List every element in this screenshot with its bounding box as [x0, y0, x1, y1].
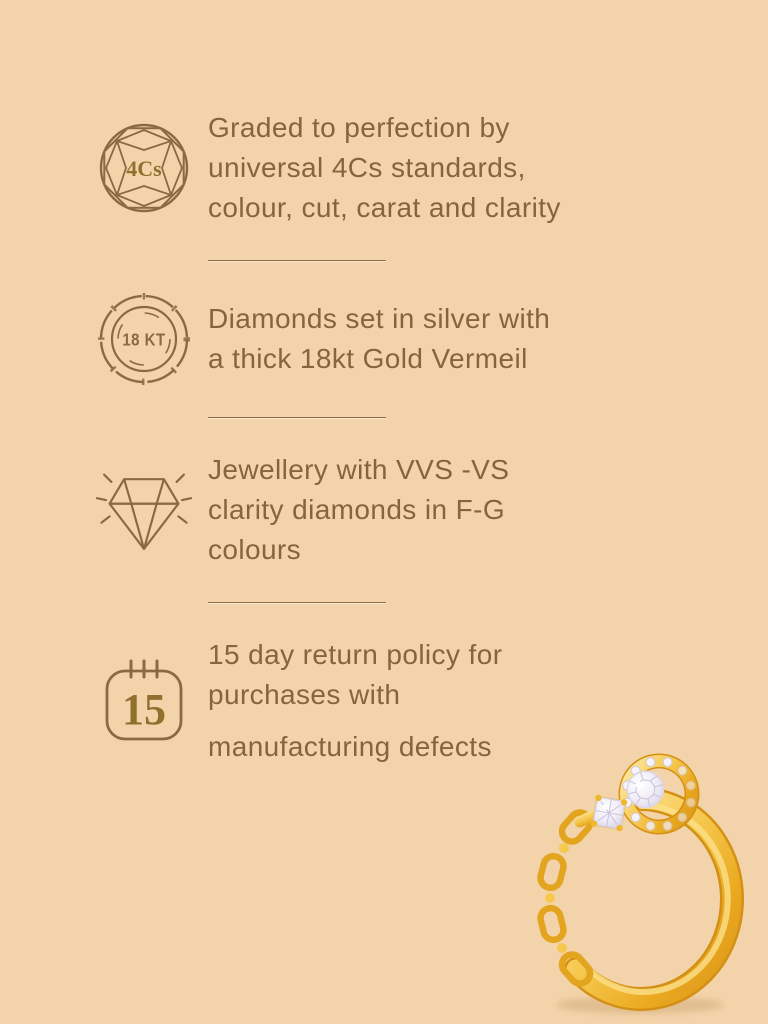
- feature-line: colours: [208, 534, 302, 565]
- feature-line: 15 day return policy for: [208, 639, 503, 670]
- feature-line: a thick 18kt Gold Vermeil: [208, 343, 528, 374]
- feature-line: manufacturing defects: [208, 731, 492, 762]
- feature-line: universal 4Cs standards,: [208, 152, 526, 183]
- 18kt-icon-label: 18 KT: [122, 330, 166, 350]
- feature-line: Jewellery with VVS -VS: [208, 454, 510, 485]
- calendar-15-icon: [96, 655, 192, 747]
- feature-line: colour, cut, carat and clarity: [208, 192, 561, 223]
- feature-row-clarity: [0, 450, 768, 570]
- sparkling-diamond-icon: [96, 461, 192, 559]
- feature-text-returns: [208, 635, 502, 767]
- feature-text-4cs: [208, 108, 561, 228]
- divider: [208, 417, 386, 418]
- diamond-4cs-icon: [96, 122, 192, 214]
- feature-line: Graded to perfection by: [208, 112, 510, 143]
- feature-line: clarity diamonds in F-G: [208, 494, 506, 525]
- feature-line: purchases with: [208, 679, 401, 710]
- feature-line: Diamonds set in silver with: [208, 303, 551, 334]
- feature-row-18kt: [0, 293, 768, 385]
- divider: [208, 260, 386, 261]
- product-ring-image: [522, 748, 768, 1024]
- divider: [208, 602, 386, 603]
- feature-row-4cs: [0, 108, 768, 228]
- feature-text-18kt: [208, 299, 550, 379]
- gold-coin-18kt-icon: [96, 293, 192, 385]
- 4cs-icon-label: 4Cs: [126, 156, 162, 181]
- feature-text-clarity: [208, 450, 509, 570]
- calendar-icon-label: 15: [122, 685, 166, 734]
